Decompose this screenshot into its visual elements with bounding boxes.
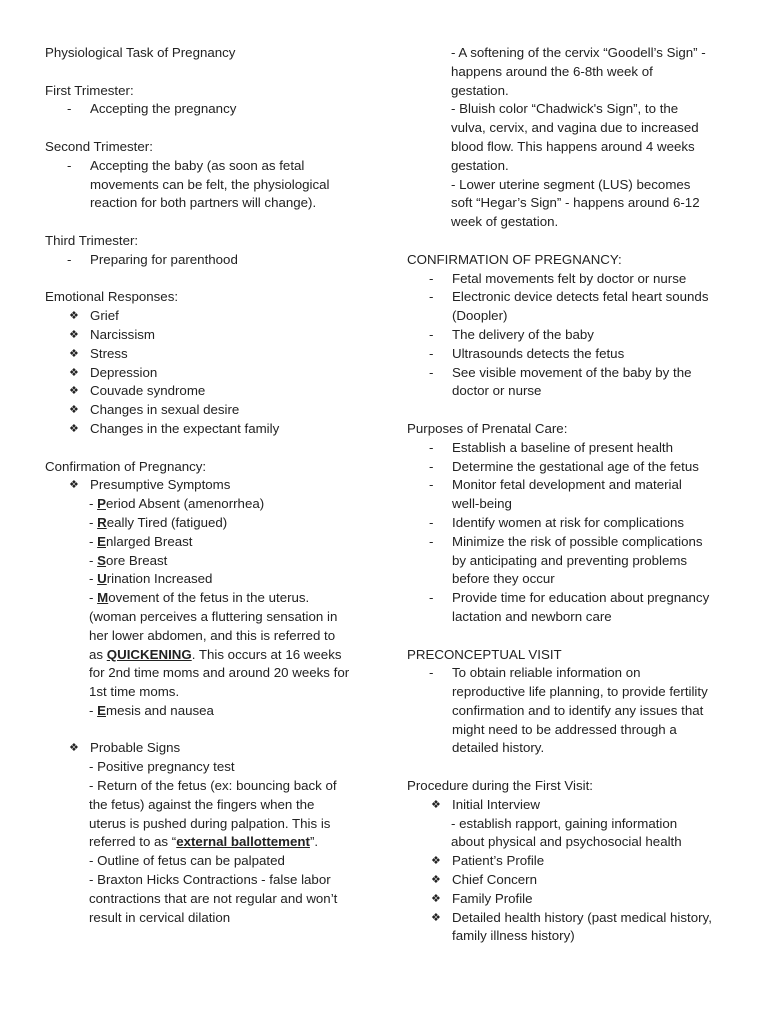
probable-title: ❖ Probable Signs	[45, 739, 375, 758]
list-item-continuation: 1st time moms.	[89, 684, 180, 700]
list-item-continuation: detailed history.	[452, 740, 545, 756]
list-item-continuation: doctor or nurse	[452, 383, 542, 399]
list-item: - Really Tired (fatigued)	[89, 514, 228, 530]
list-item: - Identify women at risk for complications	[429, 514, 685, 530]
list-item-continuation: result in cervical dilation	[89, 909, 231, 925]
diamond-bullet-icon: ❖	[69, 347, 79, 360]
purposes-heading: Purposes of Prenatal Care:	[407, 420, 568, 436]
list-item-continuation: her lower abdomen, and this is referred to	[89, 627, 336, 643]
list-item-continuation: as QUICKENING. This occurs at 16 weeks	[89, 646, 342, 662]
list-item: - Sore Breast	[89, 552, 168, 568]
list-item: - Accepting the baby (as soon as fetal	[67, 157, 305, 173]
list-item: - Electronic device detects fetal heart sounds	[429, 289, 709, 305]
list-item: - See visible movement of the baby by the	[429, 364, 692, 380]
diamond-bullet-icon: ❖	[431, 855, 441, 868]
ballottement-term: external ballottement	[176, 834, 310, 850]
list-item: - Movement of the fetus in the uterus.	[89, 590, 310, 606]
list-item: - Establish a baseline of present health	[429, 439, 674, 455]
list-item: ❖ Depression	[45, 364, 375, 383]
list-item: ❖ Initial Interview	[407, 796, 732, 815]
list-item: - Bluish color “Chadwick's Sign”, to the	[451, 101, 679, 117]
diamond-bullet-icon: ❖	[69, 404, 79, 417]
emotional-responses-heading: Emotional Responses:	[45, 289, 179, 305]
list-item-continuation: the fetus) against the fingers when the	[89, 796, 315, 812]
confirmation-heading-caps: CONFIRMATION OF PREGNANCY:	[407, 251, 622, 267]
list-item: - Lower uterine segment (LUS) becomes	[451, 176, 691, 192]
list-item-continuation: confirmation and to identify any issues that	[452, 702, 704, 718]
list-item-continuation: movements can be felt, the physiological	[90, 176, 330, 192]
list-item: ❖ Couvade syndrome	[45, 382, 375, 401]
list-item: ❖ Changes in the expectant family	[45, 420, 375, 439]
diamond-bullet-icon: ❖	[69, 385, 79, 398]
list-item: - Monitor fetal development and material	[429, 477, 682, 493]
list-item-continuation: vulva, cervix, and vagina due to increased	[451, 120, 699, 136]
list-item: ❖ Narcissism	[45, 326, 375, 345]
diamond-bullet-icon: ❖	[431, 911, 441, 924]
diamond-bullet-icon: ❖	[431, 798, 441, 811]
diamond-bullet-icon: ❖	[69, 310, 79, 323]
list-item: - Enlarged Breast	[89, 533, 193, 549]
list-item-continuation: family illness history)	[452, 928, 575, 944]
list-item-continuation: referred to as “external ballottement”.	[89, 834, 319, 850]
list-item-continuation: uterus is pushed during palpation. This is	[89, 815, 331, 831]
diamond-bullet-icon: ❖	[69, 422, 79, 435]
list-item: - A softening of the cervix “Goodell’s Sign” -	[451, 45, 706, 60]
list-item-continuation: gestation.	[451, 82, 509, 98]
list-item: ❖ Chief Concern	[407, 871, 732, 890]
diamond-bullet-icon: ❖	[431, 892, 441, 905]
diamond-bullet-icon: ❖	[69, 479, 79, 492]
list-item: ❖ Patient’s Profile	[407, 852, 732, 871]
list-item-continuation: reproductive life planning, to provide fertility	[452, 684, 708, 700]
list-item: - Minimize the risk of possible complications	[429, 533, 703, 549]
list-item: - Provide time for education about pregnancy	[429, 590, 710, 606]
quickening-term: QUICKENING	[106, 646, 192, 662]
list-item: ❖ Stress	[45, 345, 375, 364]
list-item-continuation: before they occur	[452, 571, 555, 587]
list-item: - Outline of fetus can be palpated	[89, 853, 285, 869]
diamond-bullet-icon: ❖	[69, 328, 79, 341]
presumptive-title: ❖ Presumptive Symptoms	[45, 476, 375, 495]
list-item-continuation: for 2nd time moms and around 20 weeks for	[89, 665, 350, 681]
list-item: - Return of the fetus (ex: bouncing back of	[89, 778, 337, 794]
list-item-continuation: by anticipating and preventing problems	[452, 552, 688, 568]
list-item: ❖ Changes in sexual desire	[45, 401, 375, 420]
list-item-continuation: (woman perceives a fluttering sensation in	[89, 608, 338, 624]
first-trimester-heading: First Trimester:	[45, 82, 134, 98]
list-item: - Fetal movements felt by doctor or nurse	[429, 270, 687, 286]
list-item: - Urination Increased	[89, 571, 213, 587]
list-item: - Preparing for parenthood	[67, 251, 238, 267]
list-item: - Ultrasounds detects the fetus	[429, 345, 625, 361]
list-item: - Period Absent (amenorrhea)	[89, 496, 265, 512]
diamond-bullet-icon: ❖	[431, 874, 441, 887]
third-trimester-heading: Third Trimester:	[45, 232, 139, 248]
list-item-continuation: contractions that are not regular and won’t	[89, 890, 338, 906]
list-item-continuation: - establish rapport, gaining information	[451, 815, 678, 831]
list-item-continuation: gestation.	[451, 157, 509, 173]
list-item-continuation: (Doopler)	[452, 308, 508, 324]
list-item: - Braxton Hicks Contractions - false labor	[89, 872, 331, 888]
list-item: ❖ Grief	[45, 307, 375, 326]
list-item-continuation: week of gestation.	[451, 214, 559, 230]
list-item-continuation: well-being	[452, 496, 512, 512]
list-item-continuation: happens around the 6-8th week of	[451, 63, 653, 79]
confirmation-heading: Confirmation of Pregnancy:	[45, 458, 207, 474]
list-item: - Emesis and nausea	[89, 702, 214, 718]
diamond-bullet-icon: ❖	[69, 742, 79, 755]
list-item: - Accepting the pregnancy	[67, 101, 237, 117]
list-item: ❖ Family Profile	[407, 890, 732, 909]
list-item: - The delivery of the baby	[429, 326, 594, 342]
list-item: - Determine the gestational age of the fetus	[429, 458, 699, 474]
list-item: - Positive pregnancy test	[89, 759, 235, 775]
diamond-bullet-icon: ❖	[69, 366, 79, 379]
procedure-heading: Procedure during the First Visit:	[407, 778, 593, 794]
list-item-continuation: lactation and newborn care	[452, 608, 612, 624]
left-column	[45, 44, 375, 927]
list-item-continuation: about physical and psychosocial health	[451, 834, 682, 850]
list-item-continuation: soft “Hegar’s Sign” - happens around 6-12	[451, 195, 700, 211]
second-trimester-heading: Second Trimester:	[45, 138, 153, 154]
list-item-continuation: reaction for both partners will change).	[90, 195, 317, 211]
list-item-continuation: blood flow. This happens around 4 weeks	[451, 138, 695, 154]
list-item: - To obtain reliable information on	[429, 665, 641, 681]
list-item: ❖ Detailed health history (past medical history,	[407, 909, 732, 928]
preconceptual-heading: PRECONCEPTUAL VISIT	[407, 646, 562, 662]
right-column	[407, 44, 732, 946]
page-title: Physiological Task of Pregnancy	[45, 45, 236, 60]
list-item-continuation: might need to be addressed through a	[452, 721, 677, 737]
